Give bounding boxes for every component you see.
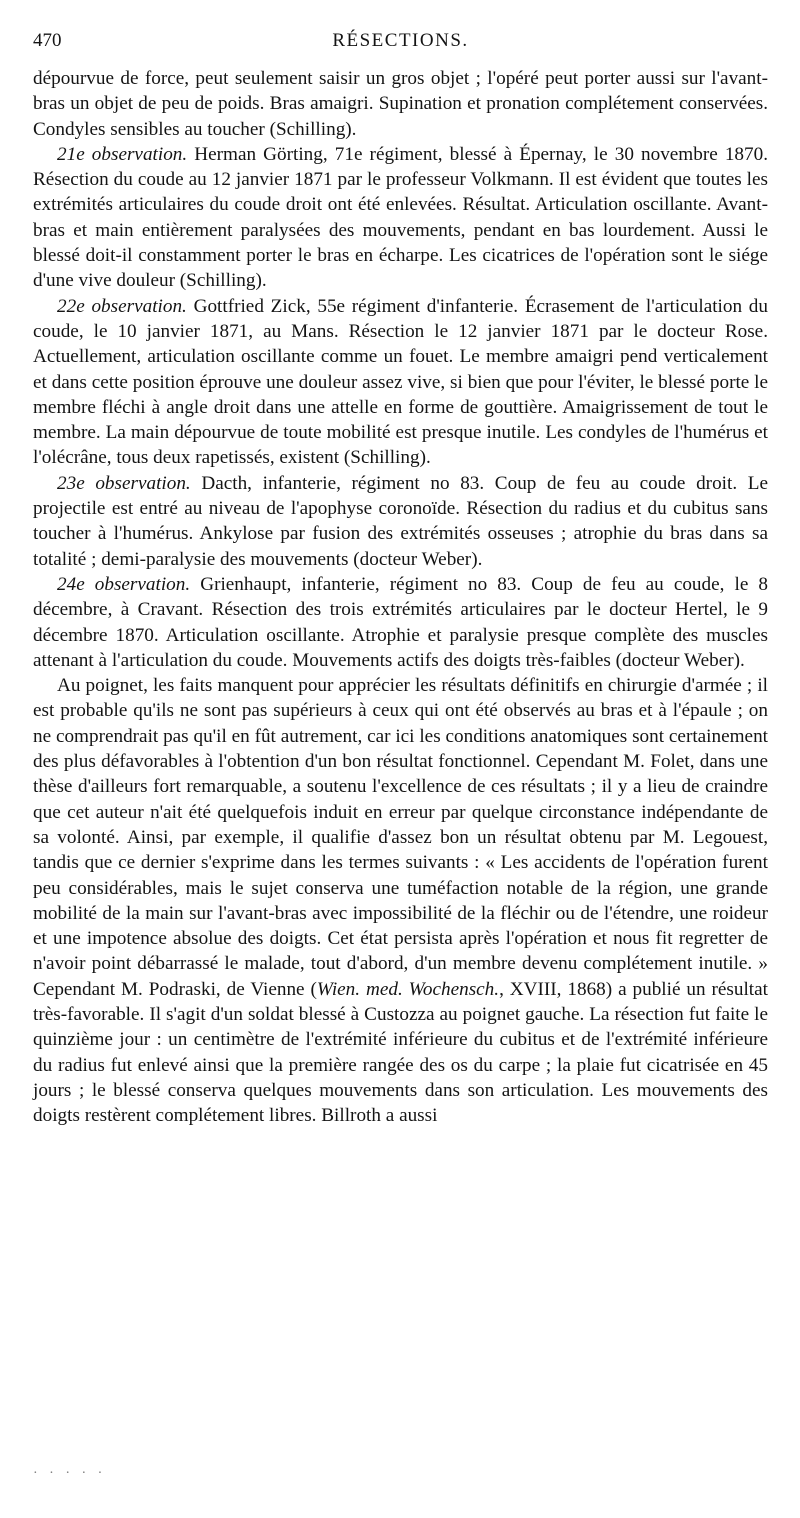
observation-text: Grienhaupt, infanterie, régiment no 83. Coup de feu au coude, le 8 décembre, à Cravant. Résection des trois extrémités articulaires par le docteur Hertel, le 9 décembre 1870. Articulation oscillante. Atrophie et paralysie presque complète des muscles attenant à l'articulation du coude. Mouvements actifs des doigts très-faibles (docteur Weber). bbox=[33, 573, 768, 671]
paragraph-text: dépourvue de force, peut seulement saisir un gros objet ; l'opéré peut porter aussi sur l'avant-bras un objet de peu de poids. Bras amaigri. Supination et pronation complétement conservées. Condyles sensibles au toucher (Schilling). bbox=[33, 68, 768, 140]
observation-label: 24e observation. bbox=[57, 573, 191, 595]
page-body bbox=[33, 66, 768, 1128]
print-noise: · · · · · bbox=[33, 1466, 107, 1481]
observation-label: 22e observation. bbox=[57, 295, 187, 317]
observation-21 bbox=[33, 142, 768, 294]
observation-text: Dacth, infanterie, régiment no 83. Coup de feu au coude droit. Le projectile est entré au niveau de l'apophyse coronoïde. Résection du radius et du cubitus sans toucher à l'humérus. Ankylose par fusion des extrémités osseuses ; atrophie du bras dans sa totalité ; demi-paralysie des mouvements (docteur Weber). bbox=[33, 472, 768, 570]
observation-23 bbox=[33, 471, 768, 572]
paragraph-text: Au poignet, les faits manquent pour apprécier les résultats définitifs en chirurgie d'armée ; il est probable qu'ils ne sont pas supérieurs à ceux qui ont été observés au bras et à l'épaule ; on ne comprendrait pas qu'il en fût autrement, car ici les conditions anatomiques sont certainement des plus défavorables à l'obtention d'un bon résultat fonctionnel. Cependant M. Folet, dans une thèse d'ailleurs fort remarquable, a soutenu l'excellence de ces résultats ; il y a lieu de craindre que cet auteur n'ait été quelquefois induit en erreur par quelque circonstance indépendante de sa volonté. Ainsi, par exemple, il qualifie d'assez bon un résultat obtenu par M. Legouest, tandis que ce dernier s'exprime dans les termes suivants : « Les accidents de l'opération furent peu considérables, mais le sujet conserva une tuméfaction notable de la région, une grande mobilité de la main sur l'avant-bras avec impossibilité de la fléchir ou de l'étendre, une roideur et une impotence absolue des doigts. Cet état persista après l'opération et nous fit regretter de n'avoir point débarrassé le malade, tout d'abord, d'un membre devenu complétement inutile. » Cependant M. Podraski, de Vienne ( bbox=[33, 675, 768, 1000]
page-header bbox=[33, 30, 768, 66]
journal-citation: Wien. med. Wochensch. bbox=[316, 978, 500, 1000]
observation-24 bbox=[33, 572, 768, 673]
observation-label: 21e observation. bbox=[57, 143, 188, 165]
page-number: 470 bbox=[33, 30, 62, 51]
paragraph-poignet bbox=[33, 673, 768, 1128]
observation-22 bbox=[33, 294, 768, 471]
paragraph-text: , XVIII, 1868) a publié un résultat très-favorable. Il s'agit d'un soldat blessé à Custozza au poignet gauche. La résection fut faite le quinzième jour : un centimètre de l'extrémité inférieure du cubitus et de l'extrémité inférieure du radius fut enlevé ainsi que la première rangée des os du carpe ; la plaie fut cicatrisée en 45 jours ; le blessé conserva quelques mouvements dans son articulation. Les mouvements des doigts restèrent complétement libres. Billroth a aussi bbox=[33, 978, 768, 1127]
running-title: RÉSECTIONS. bbox=[332, 30, 469, 51]
observation-text: Herman Görting, 71e régiment, blessé à Épernay, le 30 novembre 1870. Résection du coude au 12 janvier 1871 par le professeur Volkmann. Il est évident que toutes les extrémités articulaires du coude droit ont été enlevées. Résultat. Articulation oscillante. Avant-bras et main entièrement paralysées des mouvements, pendant en bas lourdement. Aussi le blessé doit-il constamment porter le bras en écharpe. Les cicatrices de l'opération sont le siége d'une vive douleur (Schilling). bbox=[33, 143, 768, 292]
observation-label: 23e observation. bbox=[57, 472, 191, 494]
paragraph-continuation bbox=[33, 66, 768, 142]
book-page bbox=[33, 30, 768, 1128]
observation-text: Gottfried Zick, 55e régiment d'infanterie. Écrasement de l'articulation du coude, le 10 janvier 1871, au Mans. Résection le 12 janvier 1871 par le docteur Rose. Actuellement, articulation oscillante comme un fouet. Le membre amaigri pend verticalement et dans cette position éprouve une douleur assez vive, si bien que pour l'éviter, le blessé porte le membre fléchi à angle droit dans une attelle en forme de gouttière. Amaigrissement de tout le membre. La main dépourvue de toute mobilité est presque inutile. Les condyles de l'humérus et l'olécrâne, tous deux rapetissés, existent (Schilling). bbox=[33, 295, 768, 469]
